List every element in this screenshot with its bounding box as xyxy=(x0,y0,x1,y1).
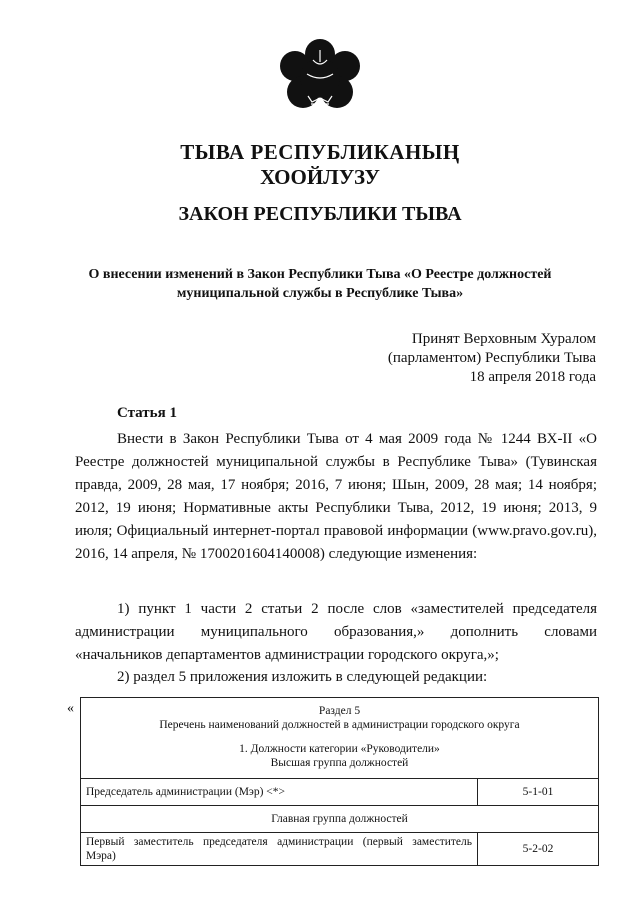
table-row xyxy=(81,833,599,866)
section-number: Раздел 5 xyxy=(318,705,361,717)
position-name: Первый заместитель председателя администрации (первый заместитель Мэра) xyxy=(81,833,478,866)
header-line-tuvan-republic: ТЫВА РЕСПУБЛИКАНЫҢ xyxy=(180,140,460,164)
article-paragraph-1-text: Внести в Закон Республики Тыва от 4 мая 2009 года № 1244 ВХ-II «О Реестре должностей муниципальной службы в Республике Тыва» (Тувинская правда, 2009, 28 мая, 17 ноября; 2016, 7 июня; Шын, 2009, 28 мая; 14 ноября; 2012, 19 июня; Нормативные акты Республики Тыва, 2012, 19 июня; 2013, 9 июля; Официальный интернет-портал правовой информации (www.pravo.gov.ru), 2016, 14 апреля, № 1700201604140008) следующие изменения: xyxy=(75,431,597,562)
article-heading: Статья 1 xyxy=(117,405,177,421)
article-paragraph-2-text: 1) пункт 1 части 2 статьи 2 после слов «заместителей председателя администрации муниципального образования,» дополнить словами «начальников департаментов администрации городского округа,»; xyxy=(75,601,597,663)
table-header-row xyxy=(81,698,599,779)
table-row xyxy=(81,779,599,806)
adoption-date: 18 апреля 2018 года xyxy=(469,369,596,385)
adoption-line-1: Принят Верховным Хуралом xyxy=(411,331,596,347)
table-group-row xyxy=(81,806,599,833)
article-paragraph-1 xyxy=(75,428,597,566)
position-code: 5-1-01 xyxy=(478,779,599,806)
opening-quote-mark: « xyxy=(67,701,74,716)
article-paragraph-3-text: 2) раздел 5 приложения изложить в следующей редакции: xyxy=(117,669,488,685)
position-code: 5-2-02 xyxy=(478,833,599,866)
adoption-line-2: (парламентом) Республики Тыва xyxy=(387,350,596,366)
document-title: ЗАКОН РЕСПУБЛИКИ ТЫВА xyxy=(178,203,462,225)
republic-emblem-icon xyxy=(275,38,365,116)
table-header-cell xyxy=(81,698,599,779)
law-subject-line-1: О внесении изменений в Закон Республики Тыва «О Реестре должностей xyxy=(88,267,552,282)
header-line-law: ХООЙЛУЗУ xyxy=(260,165,380,189)
group-main-title: Главная группа должностей xyxy=(81,806,599,833)
adoption-note xyxy=(388,330,596,387)
category-title: 1. Должности категории «Руководители» xyxy=(239,743,440,755)
section-title: Перечень наименований должностей в администрации городского округа xyxy=(159,719,520,731)
position-name: Председатель администрации (Мэр) <*> xyxy=(81,779,478,806)
article-paragraph-2 xyxy=(75,598,597,667)
law-subject xyxy=(60,265,580,303)
law-subject-line-2: муниципальной службы в Республике Тыва» xyxy=(176,286,464,301)
article-paragraph-3 xyxy=(75,666,597,689)
group-high-title: Высшая группа должностей xyxy=(270,757,409,769)
positions-table xyxy=(80,697,599,866)
